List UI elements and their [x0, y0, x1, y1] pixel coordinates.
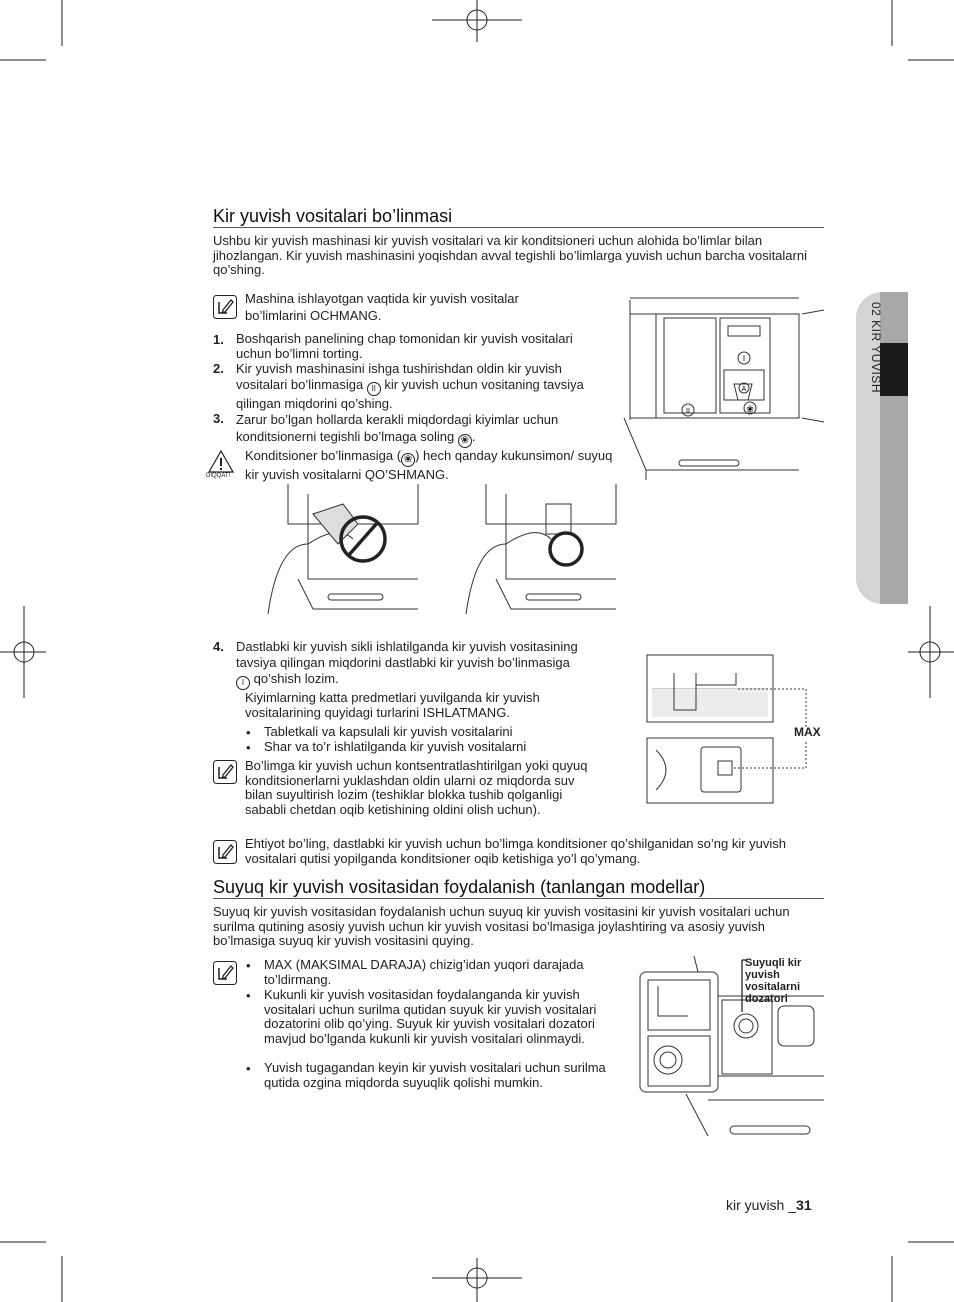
page-number: 31	[796, 1197, 812, 1213]
note-text-1: Mashina ishlayotgan vaqtida kir yuvish vositalar bo’limlarini OCHMANG.	[245, 291, 519, 323]
compartment-A-label: A	[741, 386, 747, 393]
caution-icon	[208, 450, 234, 474]
bullet-mark: •	[246, 958, 251, 973]
step-text-2: Kir yuvish mashinasini ishga tushirishdan oldin kir yuvish vositalari bo’linmasiga II kir yuvish uchun vositaning tavsiya qilingan miqdorini qo’shing.	[236, 361, 584, 411]
caution-label: DIQQAT!	[206, 473, 231, 479]
correct-usage-illustration	[466, 484, 626, 624]
bullet-mark: •	[246, 740, 251, 755]
caution-text: Konditsioner bo’linmasiga ( ❀ ) hech qanday kukunsimon/ suyuq kir yuvish vositalarni QO’SHMANG.	[245, 448, 613, 482]
bullet-item: Yuvish tugagandan keyin kir yuvish vositalari uchun surilma qutida ozgina miqdorda suyuqlik qolishi mumkin.	[264, 1060, 606, 1090]
side-tab-label: 02 KIR YUVISH	[869, 302, 883, 393]
bullet-mark: •	[246, 988, 251, 1003]
detergent-drawer-illustration	[624, 290, 824, 480]
max-label: MAX	[794, 725, 821, 739]
note-icon	[213, 295, 237, 319]
section2-rule	[213, 898, 824, 899]
page-footer: kir yuvish _31	[726, 1197, 812, 1213]
note-text-2: Bo’limga kir yuvish uchun kontsentratlashtirilgan yoki quyuq konditsionerlarni yuklashdan oldin ularni oz miqdorda suv bilan suyultirish lozim (teshiklar blokka tushib qolganligi sababli chetdan oqib ketishining oldini olish uchun).	[245, 758, 588, 817]
bullet-mark: •	[246, 725, 251, 740]
step-text-4: Dastlabki kir yuvish sikli ishlatilganda kir yuvish vositasining tavsiya qilingan miqdorini dastlabki kir yuvish bo’linmasiga I qo’shish lozim.	[236, 639, 611, 690]
bullet-item: Shar va to’r ishlatilganda kir yuvish vositalarni	[264, 739, 527, 754]
softener-icon: ❀	[746, 404, 754, 414]
step4-subtext: Kiyimlarning katta predmetlari yuvilganda kir yuvish vositalarining quyidagi turlarini ISHLATMANG.	[245, 690, 540, 720]
section2-title: Suyuq kir yuvish vositasidan foydalanish (tanlangan modellar)	[213, 877, 706, 897]
side-tab-marker	[880, 343, 908, 396]
compartment-II-icon: II	[367, 382, 381, 396]
note-text-3: Ehtiyot bo’ling, dastlabki kir yuvish uchun bo’limga konditsioner qo’shilganidan so’ng kir yuvish vositalari qutisi yopilganda konditsioner oqib ketishiga yo’l qo’ymang.	[245, 836, 787, 866]
section2-intro: Suyuq kir yuvish vositasidan foydalanish uchun suyuq kir yuvish vositasini kir yuvish vositalari uchun surilma qutining asosiy yuvish uchun kir yuvish vositasi bo’lmasiga joylashtiring va asosiy yuvish bo’lmasiga suyuq kir yuvish vositasini quying.	[213, 904, 790, 948]
section1-rule	[213, 227, 824, 228]
wrong-usage-illustration	[268, 484, 428, 624]
compartment-II-label: II	[686, 408, 690, 415]
side-tab-strip	[880, 292, 908, 604]
step-text-1: Boshqarish panelining chap tomonidan kir yuvish vositalari uchun bo’limni torting.	[236, 331, 573, 361]
softener-icon: ❀	[401, 453, 415, 467]
note-icon	[213, 760, 237, 784]
note-icon	[213, 961, 237, 985]
softener-icon: ❀	[458, 434, 472, 448]
step-number: 1.	[213, 332, 224, 347]
note-icon	[213, 840, 237, 864]
step-number: 2.	[213, 361, 224, 376]
compartment-I-label: I	[742, 354, 746, 363]
step-text-3: Zarur bo’lgan hollarda kerakli miqdordagi kiyimlar uchun konditsionerni tegishli bo’lmaga soling ❀ .	[236, 412, 559, 446]
bullet-mark: •	[246, 1061, 251, 1076]
section1-title: Kir yuvish vositalari bo’linmasi	[213, 206, 453, 226]
bullet-item: Kukunli kir yuvish vositasidan foydalanganda kir yuvish vositalari uchun surilma qutidan suyuk kir yuvish vositalari dozatorini olib qo’ying. Suyuk kir yuvish vositalari dozatori mavjud bo’lganda kukunli kir yuvish vositalari olinmaydi.	[264, 987, 597, 1046]
dispenser-callout: Suyuqli kir yuvish vositalarni dozatori	[745, 957, 802, 1005]
step-number: 4.	[213, 639, 224, 654]
bullet-item: Tabletkali va kapsulali kir yuvish vositalarini	[264, 724, 513, 739]
bullet-item: MAX (MAKSIMAL DARAJA) chizig’idan yuqori darajada to’ldirmang.	[264, 957, 584, 987]
compartment-I-icon: I	[236, 676, 250, 690]
section1-intro: Ushbu kir yuvish mashinasi kir yuvish vositalari va kir konditsioneri uchun alohida bo’limlar bilan jihozlangan. Kir yuvish mashinasini yoqishdan avval tegishli bo’limlarga yuvish uchun barcha vositalarni qo’shing.	[213, 233, 807, 277]
step-number: 3.	[213, 411, 224, 426]
